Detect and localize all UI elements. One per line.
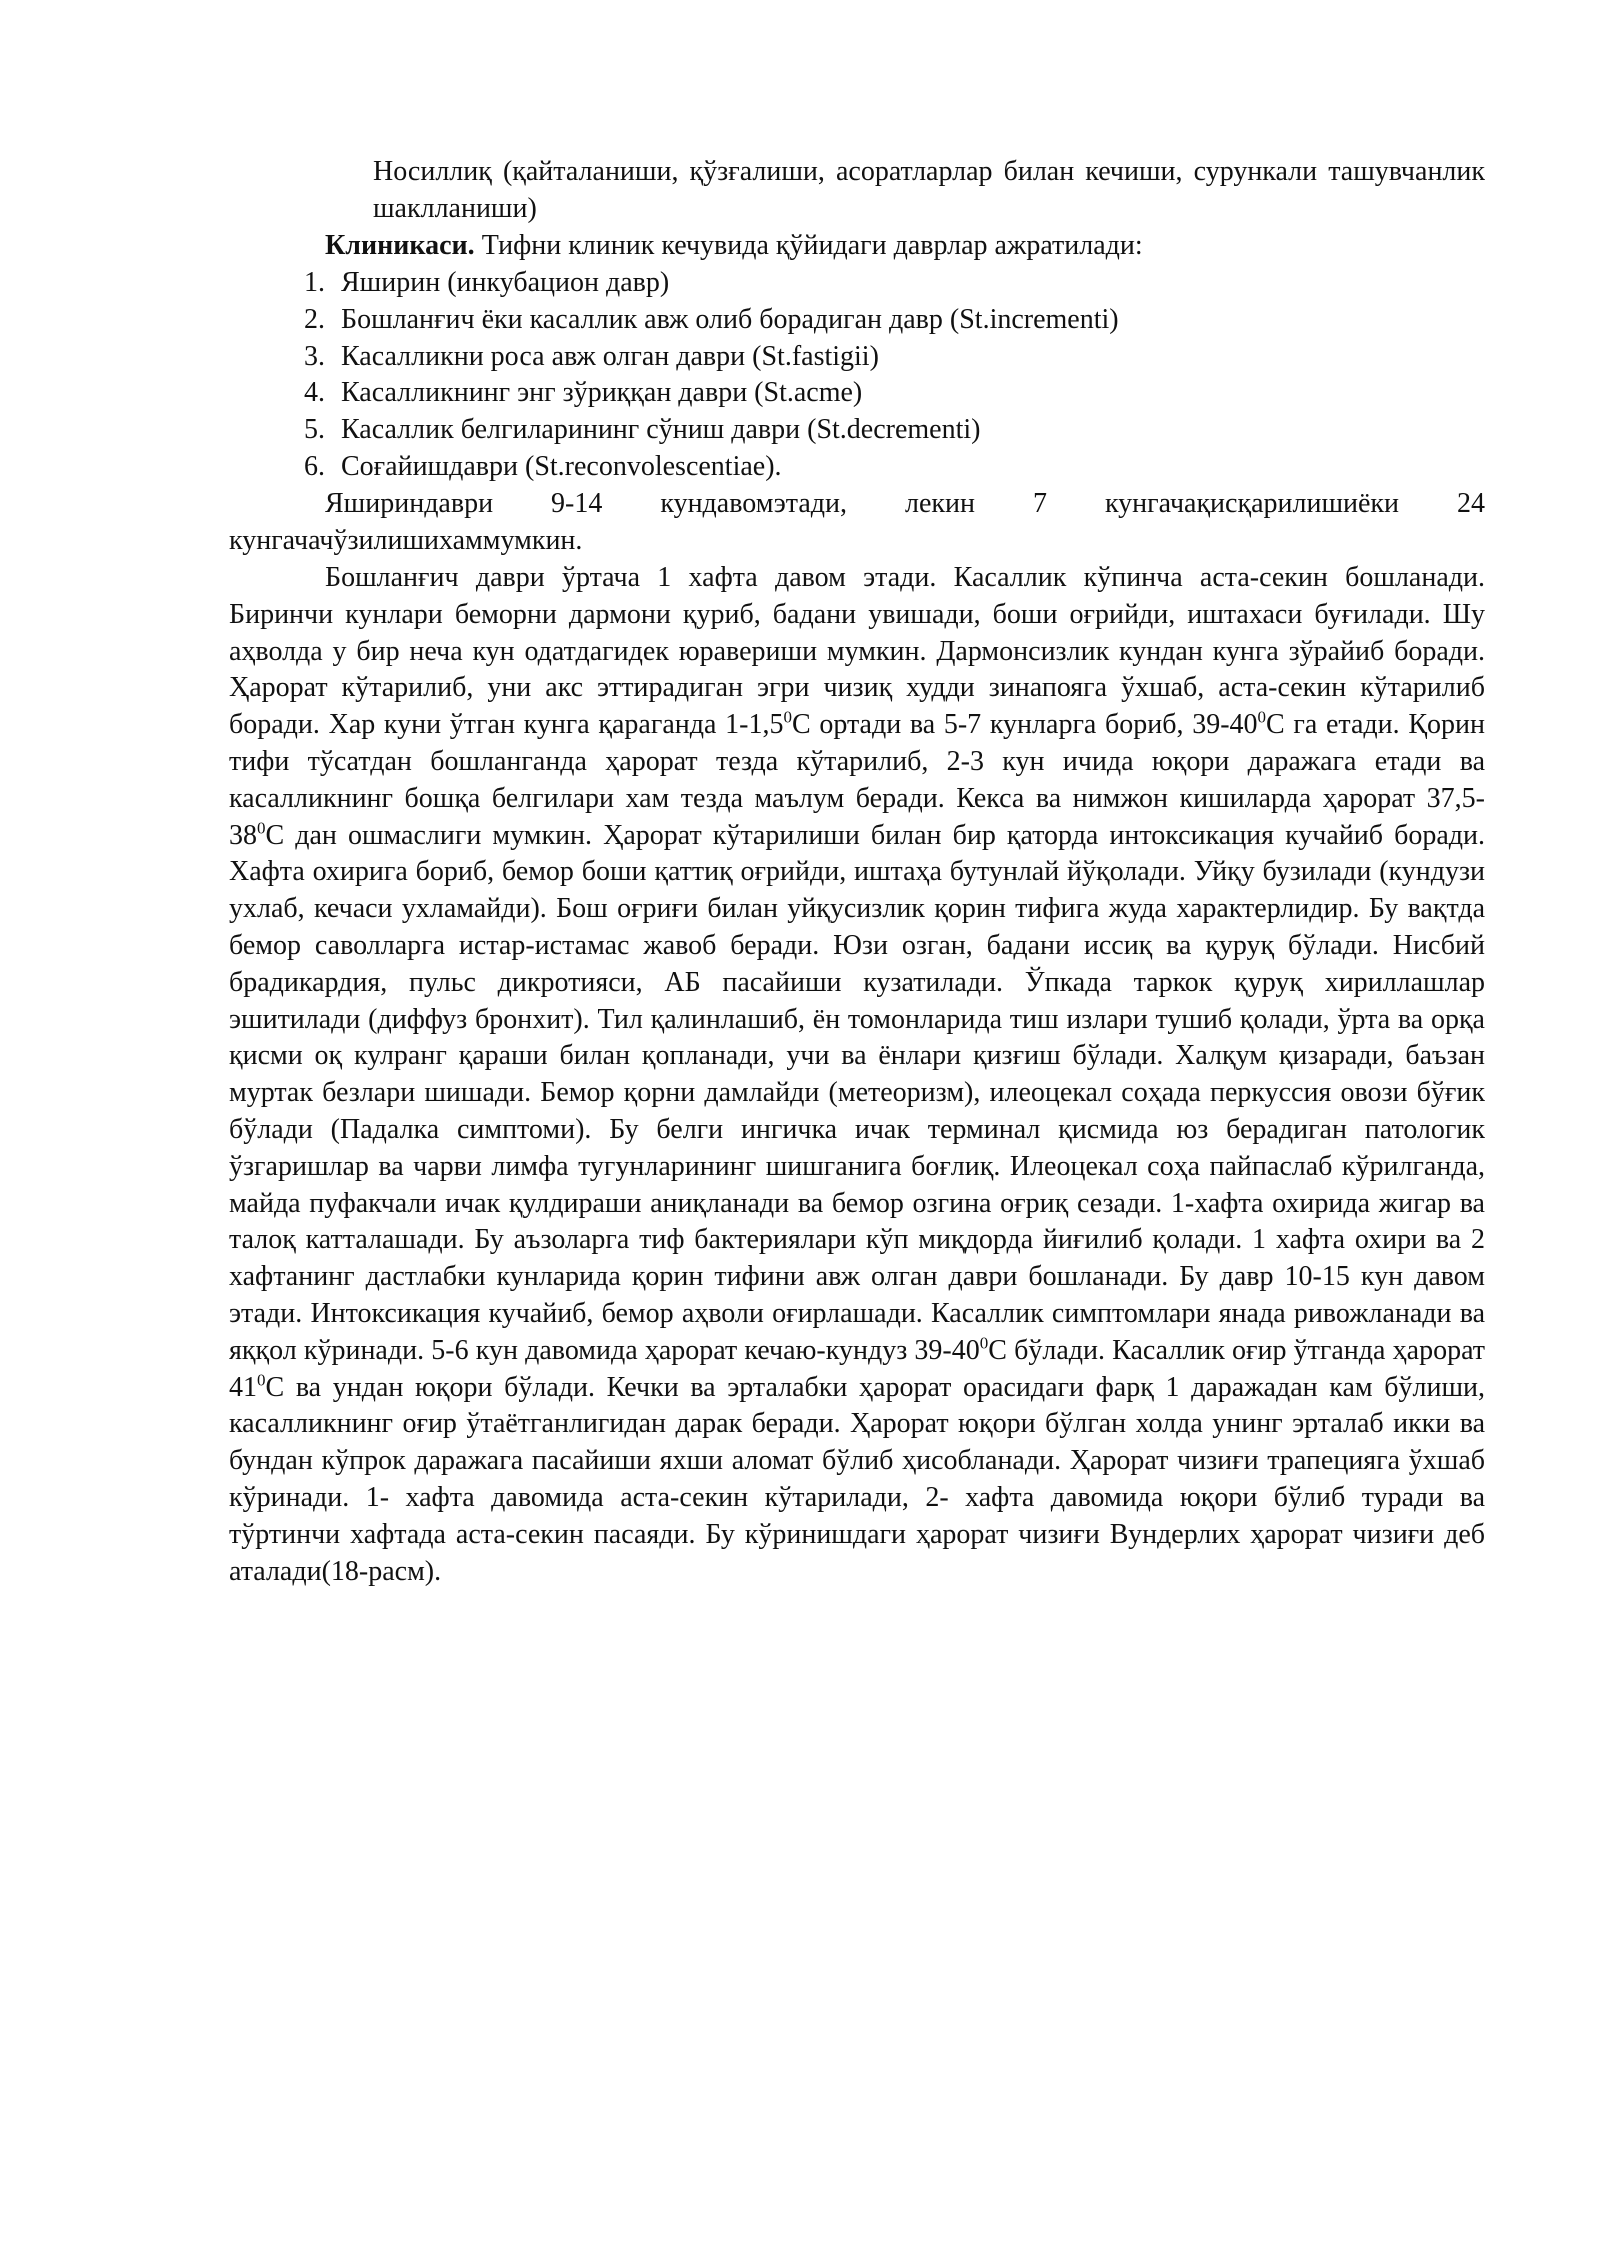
degree-sup: 0 (257, 1370, 266, 1390)
stages-list (229, 265, 1485, 486)
list-item-number: 4. (304, 377, 325, 409)
clinic-text: Тифни клиник кечувида қўйидаги даврлар ажратилади: (474, 230, 1143, 261)
onset-text-d: С дан ошмаслиги мумкин. Ҳарорат кўтарилиши билан бир қаторда интоксикация кучайиб боради. Хафта охирига бориб, бемор боши қаттиқ оғрийди, иштаҳа бутунлай йўқолади. Уйқу бузилади (кундузи ухлаб, кечаси ухламайди). Бош оғриғи билан уйқусизлик қорин тифига жуда характерлидир. Бу вақтда бемор саволларга истар-истамас жавоб беради. Юзи озган, бадани иссиқ ва қуруқ бўлади. Нисбий брадикардия, пульс дикротияси, АБ пасайиши кузатилади. Ўпкада таркок қуруқ хириллашлар эшитилади (диффуз бронхит). Тил қалинлашиб, ён томонларида тиш излари тушиб қолади, ўрта ва орқа қисми оқ кулранг қараши билан қопланади, учи ва ёнлари қизғиш бўлади. Халқум қизаради, баъзан муртак безлари шишади. Бемор қорни дамлайди (метеоризм), илеоцекал соҳада перкуссия овози бўғик бўлади (Падалка симптоми). Бу белги ингичка ичак терминал қисмида юз берадиган патологик ўзгаришлар ва чарви лимфа тугунларининг шишганига боғлиқ. Илеоцекал соҳа пайпаслаб кўрилганда, майда пуфакчали ичак қулдираши аниқланади ва бемор озгина оғриқ сезади. 1-хафта охирида жигар ва талоқ катталашади. Бу аъзоларга тиф бактериялари кўп миқдорда йиғилиб қолади. 1 хафта охири ва 2 хафтанинг дастлабки кунларида қорин тифини авж олган даври бошланади. Бу давр 10-15 кун давом этади. Интоксикация кучайиб, бемор аҳволи оғирлашади. Касаллик симптомлари янада ривожланади ва яққол кўринади. 5-6 кун давомида ҳарорат кечаю-кундуз 39-40 (229, 819, 1485, 1366)
list-item-number: 3. (304, 340, 325, 372)
onset-text-c: С га етади. Қорин тифи тўсатдан бошланганда ҳарорат тезда кўтарилиб, 2-3 кун ичида юқори даражага етади ва касалликнинг бошқа белгилари хам тезда маълум беради. Кекса ва нимжон кишиларда ҳарорат 37,5-38 (229, 709, 1485, 851)
degree-sup: 0 (257, 818, 266, 838)
degree-sup: 0 (979, 1333, 989, 1353)
degree-sup: 0 (783, 707, 792, 727)
list-item-label: Касалликнинг энг зўриққан даври (St.acme) (341, 377, 863, 409)
incubation-text: Яшириндаври 9-14 кундавомэтади, лекин 7 кунгачақисқарилишиёки 24 кунгачачўзилишихаммумкин. (229, 488, 1485, 556)
list-item (229, 375, 1485, 412)
list-item (229, 412, 1485, 449)
list-item-number: 5. (304, 414, 325, 446)
onset-text-b: С ортади ва 5-7 кунларга бориб, 39-40 (791, 709, 1258, 741)
onset-text-e: С бўлади. Касаллик оғир ўтганда ҳарорат 41 (229, 1334, 1486, 1403)
list-item-label: Яширин (инкубацион давр) (341, 267, 670, 298)
list-item-number: 6. (304, 450, 325, 482)
list-item-number: 1. (304, 267, 325, 298)
list-item (229, 449, 1485, 486)
onset-text-a: Бошланғич даври ўртача 1 хафта давом этади. Касаллик кўпинча аста-секин бошланади. Биринчи кунлари беморни дармони қуриб, бадани увишади, боши оғрийди, иштахаси буғилади. Шу аҳволда у бир неча кун одатдагидек юравериши мумкин. Дармонсизлик кундан кунга зўрайиб боради. Ҳарорат кўтарилиб, уни акс эттирадиган эгри чизиқ худди зинапояга ўхшаб, аста-секин кўтарилиб боради. Хар куни ўтган кунга қараганда 1-1,5 (229, 562, 1485, 741)
onset-text-f: С ва ундан юқори бўлади. Кечки ва эрталабки ҳарорат орасидаги фарқ 1 даражадан кам бўлиши, касалликнинг оғир ўтаётганлигидан дарак беради. Ҳарорат юқори бўлган холда унинг эрталаб икки ва бундан кўпрок даражага пасайиши яхши аломат бўлиб ҳисобланади. Ҳарорат чизиғи трапецияга ўхшаб кўринади. 1- хафта давомида аста-секин кўтарилади, 2- хафта давомида юқори бўлиб туради ва тўртинчи хафтада аста-секин пасаяди. Бу кўринишдаги ҳарорат чизиғи Вундерлих ҳарорат чизиғи деб аталади(18-расм). (229, 1371, 1485, 1587)
onset-paragraph (229, 560, 1485, 1590)
list-item-label: Касаллик белгиларининг сўниш даври (St.decrementi) (341, 414, 981, 446)
list-item-label: Бошланғич ёки касаллик авж олиб борадиган давр (St.incrementi) (341, 303, 1119, 335)
list-item-label: Касалликни роса авж олган даври (St.fastigii) (341, 340, 879, 372)
list-item (229, 302, 1485, 339)
list-item (229, 339, 1485, 376)
incubation-paragraph (229, 486, 1485, 560)
clinic-paragraph (229, 228, 1485, 265)
clinic-heading: Клиникаси. (325, 230, 475, 261)
list-item-label: Соғайишдаври (St.reconvolescentiae). (341, 450, 782, 482)
degree-sup: 0 (1257, 707, 1267, 727)
list-item (229, 265, 1485, 302)
list-item-number: 2. (304, 303, 325, 335)
intro-paragraph: Носиллиқ (қайталаниши, қўзғалиши, асоратларлар билан кечиши, сурункали ташувчанлик шаклланиши) (373, 156, 1485, 224)
